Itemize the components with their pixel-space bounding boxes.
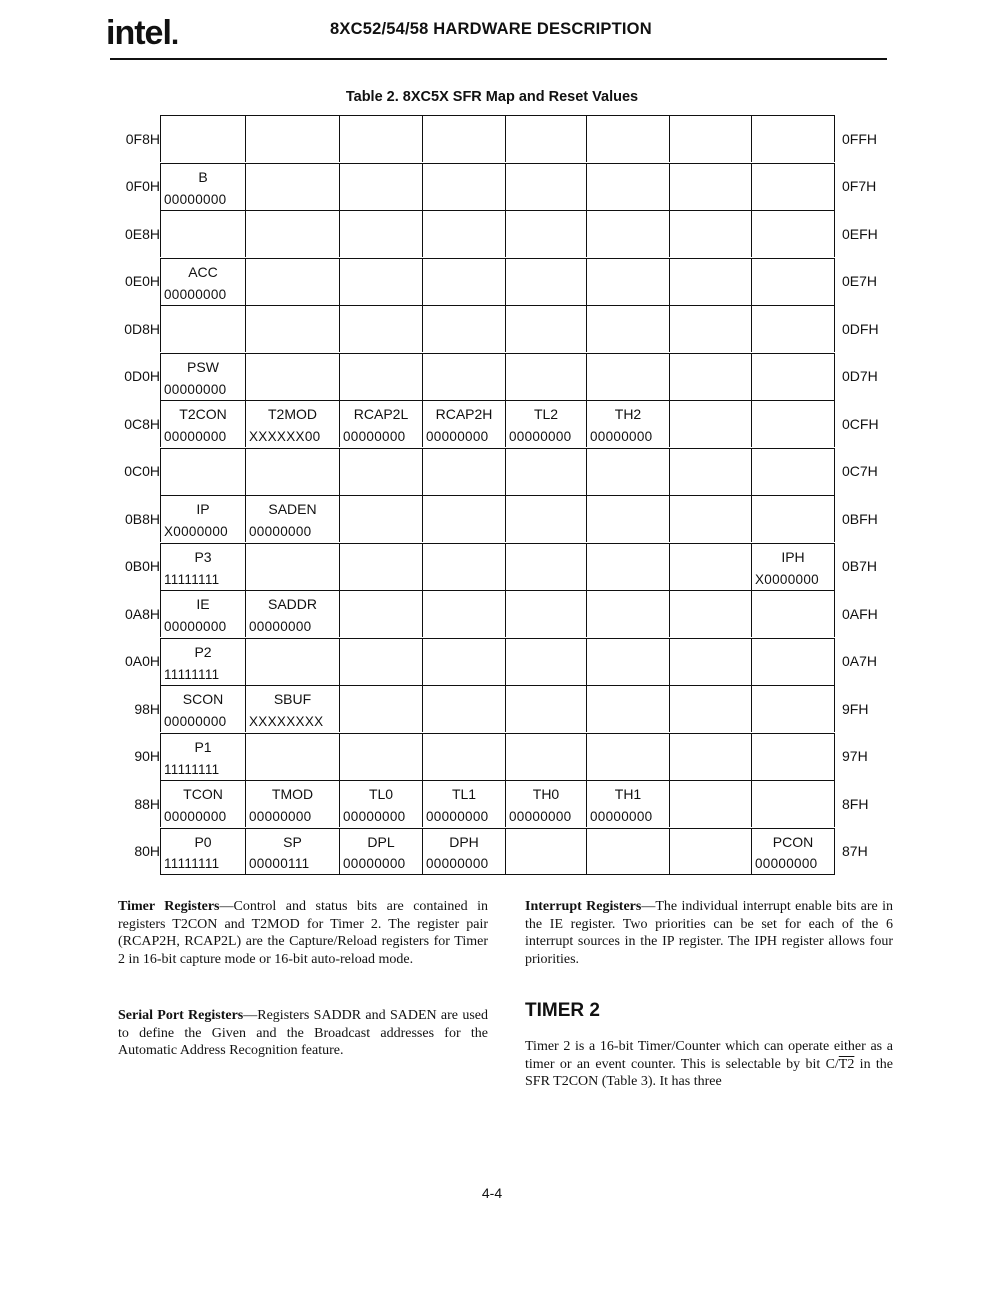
sfr-register-cell bbox=[339, 828, 422, 875]
page-number: 4-4 bbox=[481, 1185, 503, 1201]
interrupt-registers-paragraph bbox=[525, 898, 893, 968]
register-name: TL2 bbox=[533, 406, 559, 422]
sfr-register-cell bbox=[160, 400, 245, 447]
row-end-address: 0DFH bbox=[842, 320, 879, 337]
register-reset-value: 00000000 bbox=[509, 809, 572, 824]
register-reset-value: 00000000 bbox=[164, 191, 227, 207]
sfr-register-cell bbox=[245, 400, 339, 447]
sfr-empty-cell bbox=[422, 163, 505, 210]
row-start-address: 0E0H bbox=[124, 273, 160, 289]
register-reset-value: 11111111 bbox=[164, 571, 220, 587]
sfr-empty-cell bbox=[422, 543, 505, 590]
sfr-register-cell bbox=[160, 495, 245, 542]
register-reset-value: 00000000 bbox=[590, 429, 653, 444]
row-end-address: 0B7H bbox=[842, 558, 878, 574]
sfr-row bbox=[110, 733, 890, 780]
row-start-address: 98H bbox=[134, 700, 160, 717]
sfr-empty-cell bbox=[669, 495, 751, 542]
sfr-register-cell bbox=[160, 638, 245, 685]
register-reset-value: 00000000 bbox=[343, 809, 406, 824]
register-name: P3 bbox=[194, 548, 212, 565]
sfr-empty-cell bbox=[160, 448, 245, 495]
sfr-empty-cell bbox=[422, 115, 505, 162]
sfr-empty-cell bbox=[669, 685, 751, 732]
sfr-empty-cell bbox=[586, 638, 669, 685]
sfr-empty-cell bbox=[422, 638, 505, 685]
row-start-address: 0D0H bbox=[124, 368, 160, 384]
sfr-empty-cell bbox=[669, 353, 751, 400]
sfr-register-cell bbox=[160, 780, 245, 827]
sfr-empty-cell bbox=[245, 163, 339, 210]
register-reset-value: X0000000 bbox=[164, 524, 228, 539]
sfr-empty-cell bbox=[669, 543, 751, 590]
register-reset-value: 00000000 bbox=[249, 809, 312, 824]
sfr-empty-cell bbox=[339, 590, 422, 637]
register-name: SADDR bbox=[267, 596, 317, 612]
interrupt-registers-body: —The individual interrupt enable bits are in the IE register. Two priorities can be set for each of the 6 interrupt sources in the IP register. The IPH register allows four priorities. bbox=[525, 899, 893, 967]
sfr-empty-cell bbox=[669, 258, 751, 305]
row-end-address: 0A7H bbox=[842, 653, 878, 669]
sfr-empty-cell bbox=[586, 495, 669, 542]
sfr-row bbox=[110, 305, 890, 352]
sfr-register-cell bbox=[160, 685, 245, 732]
row-end-address: 0CFH bbox=[842, 415, 879, 432]
sfr-map-table bbox=[110, 115, 890, 875]
sfr-register-cell bbox=[160, 163, 245, 210]
sfr-register-cell bbox=[160, 543, 245, 590]
register-name: RCAP2H bbox=[435, 406, 493, 422]
row-start-address: 0D8H bbox=[124, 320, 160, 337]
register-name: PSW bbox=[187, 358, 219, 375]
sfr-empty-cell bbox=[160, 305, 245, 352]
sfr-register-cell bbox=[505, 400, 586, 447]
register-name: SCON bbox=[182, 691, 224, 707]
header-title: 8XC52/54/58 HARDWARE DESCRIPTION bbox=[330, 20, 652, 38]
sfr-empty-cell bbox=[505, 210, 586, 257]
register-name: IE bbox=[196, 596, 210, 612]
sfr-empty-cell bbox=[586, 685, 669, 732]
timer2-body-overline: T2 bbox=[838, 1056, 855, 1072]
register-reset-value: 00000000 bbox=[164, 286, 227, 302]
timer2-body-pre: Timer 2 is a 16-bit Timer/Counter which can operate either as a timer or an event counter. This is selectable by bit C/ bbox=[525, 1039, 893, 1072]
register-reset-value: 00000000 bbox=[343, 429, 406, 444]
sfr-empty-cell bbox=[751, 685, 835, 732]
sfr-empty-cell bbox=[245, 353, 339, 400]
sfr-register-cell bbox=[339, 400, 422, 447]
register-reset-value: 00000000 bbox=[590, 809, 653, 824]
sfr-row bbox=[110, 638, 890, 685]
sfr-empty-cell bbox=[245, 543, 339, 590]
register-name: IP bbox=[196, 501, 210, 517]
row-end-address: 0AFH bbox=[842, 605, 878, 622]
sfr-empty-cell bbox=[669, 638, 751, 685]
sfr-empty-cell bbox=[586, 733, 669, 780]
row-start-address: 0F8H bbox=[125, 130, 160, 147]
sfr-empty-cell bbox=[422, 210, 505, 257]
sfr-empty-cell bbox=[160, 210, 245, 257]
row-end-address: 97H bbox=[842, 748, 868, 764]
row-start-address: 90H bbox=[134, 748, 160, 764]
register-reset-value: XXXXXX00 bbox=[249, 429, 321, 444]
sfr-empty-cell bbox=[751, 210, 835, 257]
register-name: P2 bbox=[194, 643, 212, 660]
register-reset-value: 00000000 bbox=[343, 855, 406, 871]
sfr-register-cell bbox=[245, 590, 339, 637]
sfr-empty-cell bbox=[586, 828, 669, 875]
sfr-empty-cell bbox=[339, 210, 422, 257]
sfr-register-cell bbox=[245, 828, 339, 875]
sfr-empty-cell bbox=[586, 115, 669, 162]
sfr-row bbox=[110, 210, 890, 257]
register-reset-value: 11111111 bbox=[164, 761, 220, 777]
row-end-address: 0D7H bbox=[842, 368, 878, 384]
register-reset-value: 00000000 bbox=[426, 809, 489, 824]
register-name: P0 bbox=[194, 833, 212, 850]
timer-registers-paragraph bbox=[118, 898, 488, 968]
register-name: ACC bbox=[188, 263, 218, 280]
sfr-empty-cell bbox=[505, 448, 586, 495]
row-start-address: 80H bbox=[134, 843, 160, 859]
sfr-register-cell bbox=[339, 780, 422, 827]
sfr-empty-cell bbox=[339, 353, 422, 400]
register-name: TMOD bbox=[271, 786, 314, 802]
sfr-empty-cell bbox=[245, 305, 339, 352]
register-name: SADEN bbox=[268, 501, 317, 517]
register-name: TL0 bbox=[368, 786, 394, 802]
register-reset-value: 00000000 bbox=[426, 429, 489, 444]
sfr-register-cell bbox=[751, 543, 835, 590]
sfr-empty-cell bbox=[751, 258, 835, 305]
sfr-empty-cell bbox=[339, 115, 422, 162]
timer-registers-body: —Control and status bits are contained in registers T2CON and T2MOD for Timer 2. The register pair (RCAP2H, RCAP2L) are the Capture/Reload registers for Timer 2 in 16-bit capture mode or 16-bit auto-reload mode. bbox=[118, 899, 488, 967]
register-name: TL1 bbox=[451, 786, 477, 802]
sfr-empty-cell bbox=[505, 258, 586, 305]
serial-port-registers-lead: Serial Port Registers bbox=[118, 1008, 244, 1023]
sfr-row bbox=[110, 400, 890, 447]
sfr-empty-cell bbox=[669, 163, 751, 210]
row-end-address: 0FFH bbox=[842, 130, 877, 147]
register-reset-value: 00000000 bbox=[249, 524, 312, 539]
row-start-address: 0A0H bbox=[124, 653, 160, 669]
sfr-empty-cell bbox=[422, 733, 505, 780]
register-name: IPH bbox=[781, 548, 805, 565]
sfr-row bbox=[110, 353, 890, 400]
register-name: SBUF bbox=[273, 691, 312, 707]
sfr-empty-cell bbox=[505, 685, 586, 732]
sfr-empty-cell bbox=[669, 400, 751, 447]
sfr-empty-cell bbox=[339, 448, 422, 495]
sfr-empty-cell bbox=[339, 163, 422, 210]
register-name: T2CON bbox=[179, 406, 227, 422]
sfr-empty-cell bbox=[339, 258, 422, 305]
sfr-row bbox=[110, 543, 890, 590]
sfr-row bbox=[110, 448, 890, 495]
row-start-address: 0F0H bbox=[125, 178, 160, 194]
sfr-empty-cell bbox=[751, 638, 835, 685]
sfr-empty-cell bbox=[422, 448, 505, 495]
sfr-row bbox=[110, 258, 890, 305]
header-rule bbox=[110, 58, 887, 60]
register-name: TH1 bbox=[614, 786, 642, 802]
sfr-register-cell bbox=[160, 353, 245, 400]
sfr-empty-cell bbox=[339, 495, 422, 542]
register-reset-value: 00000000 bbox=[249, 619, 312, 634]
sfr-empty-cell bbox=[160, 115, 245, 162]
sfr-empty-cell bbox=[422, 258, 505, 305]
sfr-empty-cell bbox=[422, 305, 505, 352]
serial-port-registers-body: —Registers SADDR and SADEN are used to define the Given and the Broadcast addresses for the Automatic Address Recognition feature. bbox=[118, 1008, 488, 1058]
sfr-empty-cell bbox=[339, 305, 422, 352]
sfr-register-cell bbox=[160, 258, 245, 305]
register-reset-value: X0000000 bbox=[755, 571, 819, 587]
register-reset-value: 00000000 bbox=[509, 429, 572, 444]
sfr-empty-cell bbox=[586, 590, 669, 637]
sfr-row bbox=[110, 828, 890, 875]
sfr-register-cell bbox=[245, 780, 339, 827]
register-name: DPH bbox=[449, 833, 479, 850]
register-name: SP bbox=[283, 833, 302, 850]
register-reset-value: 00000000 bbox=[426, 855, 489, 871]
sfr-empty-cell bbox=[751, 115, 835, 162]
sfr-empty-cell bbox=[245, 115, 339, 162]
row-end-address: 0F7H bbox=[842, 178, 877, 194]
sfr-register-cell bbox=[245, 685, 339, 732]
sfr-empty-cell bbox=[505, 115, 586, 162]
row-start-address: 0B0H bbox=[124, 558, 160, 574]
sfr-row bbox=[110, 780, 890, 827]
intel-logo: intel. bbox=[106, 14, 179, 52]
timer2-heading: TIMER 2 bbox=[525, 1000, 600, 1021]
timer-registers-lead: Timer Registers bbox=[118, 899, 220, 914]
sfr-register-cell bbox=[751, 828, 835, 875]
register-reset-value: 00000000 bbox=[755, 855, 818, 871]
sfr-empty-cell bbox=[669, 305, 751, 352]
register-reset-value: 11111111 bbox=[164, 666, 220, 682]
register-name: TH2 bbox=[614, 406, 642, 422]
sfr-row bbox=[110, 685, 890, 732]
register-reset-value: 00000111 bbox=[249, 855, 310, 871]
sfr-empty-cell bbox=[505, 163, 586, 210]
register-reset-value: 00000000 bbox=[164, 714, 227, 729]
register-name: PCON bbox=[772, 833, 814, 850]
sfr-empty-cell bbox=[669, 115, 751, 162]
sfr-empty-cell bbox=[505, 495, 586, 542]
sfr-empty-cell bbox=[505, 305, 586, 352]
sfr-empty-cell bbox=[245, 733, 339, 780]
sfr-row bbox=[110, 590, 890, 637]
sfr-empty-cell bbox=[669, 780, 751, 827]
sfr-empty-cell bbox=[245, 448, 339, 495]
register-reset-value: 00000000 bbox=[164, 619, 227, 634]
sfr-empty-cell bbox=[339, 733, 422, 780]
sfr-empty-cell bbox=[422, 590, 505, 637]
sfr-empty-cell bbox=[751, 733, 835, 780]
row-end-address: 0EFH bbox=[842, 225, 878, 242]
sfr-empty-cell bbox=[751, 305, 835, 352]
sfr-empty-cell bbox=[586, 305, 669, 352]
row-end-address: 87H bbox=[842, 843, 868, 859]
sfr-register-cell bbox=[505, 780, 586, 827]
row-start-address: 0C0H bbox=[124, 463, 160, 479]
interrupt-registers-lead: Interrupt Registers bbox=[525, 899, 642, 914]
sfr-empty-cell bbox=[586, 448, 669, 495]
register-name: RCAP2L bbox=[353, 406, 409, 422]
register-reset-value: 11111111 bbox=[164, 855, 220, 871]
register-name: DPL bbox=[367, 833, 395, 850]
sfr-row bbox=[110, 115, 890, 162]
sfr-register-cell bbox=[586, 780, 669, 827]
sfr-register-cell bbox=[422, 828, 505, 875]
serial-port-registers-paragraph bbox=[118, 1007, 488, 1060]
sfr-empty-cell bbox=[586, 210, 669, 257]
sfr-register-cell bbox=[160, 590, 245, 637]
sfr-register-cell bbox=[245, 495, 339, 542]
sfr-empty-cell bbox=[586, 543, 669, 590]
sfr-empty-cell bbox=[505, 638, 586, 685]
sfr-empty-cell bbox=[245, 638, 339, 685]
sfr-empty-cell bbox=[339, 543, 422, 590]
register-name: TCON bbox=[183, 786, 223, 802]
row-start-address: 0A8H bbox=[124, 605, 160, 622]
sfr-row bbox=[110, 495, 890, 542]
sfr-empty-cell bbox=[339, 685, 422, 732]
sfr-empty-cell bbox=[339, 638, 422, 685]
sfr-empty-cell bbox=[669, 733, 751, 780]
row-start-address: 0B8H bbox=[124, 510, 160, 527]
row-start-address: 0E8H bbox=[124, 225, 160, 242]
sfr-empty-cell bbox=[751, 353, 835, 400]
row-end-address: 8FH bbox=[842, 795, 869, 812]
sfr-empty-cell bbox=[422, 685, 505, 732]
register-name: P1 bbox=[194, 738, 212, 755]
sfr-empty-cell bbox=[505, 543, 586, 590]
row-end-address: 0C7H bbox=[842, 463, 878, 479]
sfr-empty-cell bbox=[751, 495, 835, 542]
sfr-empty-cell bbox=[751, 780, 835, 827]
sfr-empty-cell bbox=[505, 353, 586, 400]
sfr-empty-cell bbox=[505, 590, 586, 637]
sfr-empty-cell bbox=[669, 210, 751, 257]
sfr-empty-cell bbox=[586, 353, 669, 400]
row-start-address: 88H bbox=[134, 795, 160, 812]
sfr-empty-cell bbox=[751, 163, 835, 210]
sfr-empty-cell bbox=[586, 163, 669, 210]
row-end-address: 0BFH bbox=[842, 510, 878, 527]
register-name: T2MOD bbox=[268, 406, 317, 422]
sfr-register-cell bbox=[422, 780, 505, 827]
register-reset-value: 00000000 bbox=[164, 429, 227, 444]
sfr-empty-cell bbox=[751, 400, 835, 447]
table-title: Table 2. 8XC5X SFR Map and Reset Values bbox=[345, 89, 639, 105]
sfr-empty-cell bbox=[505, 733, 586, 780]
sfr-register-cell bbox=[586, 400, 669, 447]
register-reset-value: 00000000 bbox=[164, 809, 227, 824]
sfr-empty-cell bbox=[751, 448, 835, 495]
register-reset-value: XXXXXXXX bbox=[249, 714, 324, 729]
sfr-empty-cell bbox=[586, 258, 669, 305]
sfr-empty-cell bbox=[422, 495, 505, 542]
sfr-register-cell bbox=[160, 828, 245, 875]
sfr-empty-cell bbox=[422, 353, 505, 400]
row-end-address: 9FH bbox=[842, 700, 869, 717]
sfr-empty-cell bbox=[669, 590, 751, 637]
sfr-empty-cell bbox=[669, 448, 751, 495]
register-reset-value: 00000000 bbox=[164, 381, 227, 397]
sfr-register-cell bbox=[160, 733, 245, 780]
sfr-empty-cell bbox=[669, 828, 751, 875]
sfr-empty-cell bbox=[505, 828, 586, 875]
sfr-empty-cell bbox=[245, 258, 339, 305]
row-start-address: 0C8H bbox=[124, 415, 160, 432]
row-end-address: 0E7H bbox=[842, 273, 878, 289]
register-name: TH0 bbox=[532, 786, 560, 802]
sfr-register-cell bbox=[422, 400, 505, 447]
sfr-empty-cell bbox=[751, 590, 835, 637]
timer2-paragraph bbox=[525, 1038, 893, 1091]
sfr-empty-cell bbox=[245, 210, 339, 257]
register-name: B bbox=[198, 168, 208, 185]
sfr-row bbox=[110, 163, 890, 210]
timer2-body-post: in the SFR T2CON (Table 3). It has three bbox=[525, 1056, 893, 1089]
